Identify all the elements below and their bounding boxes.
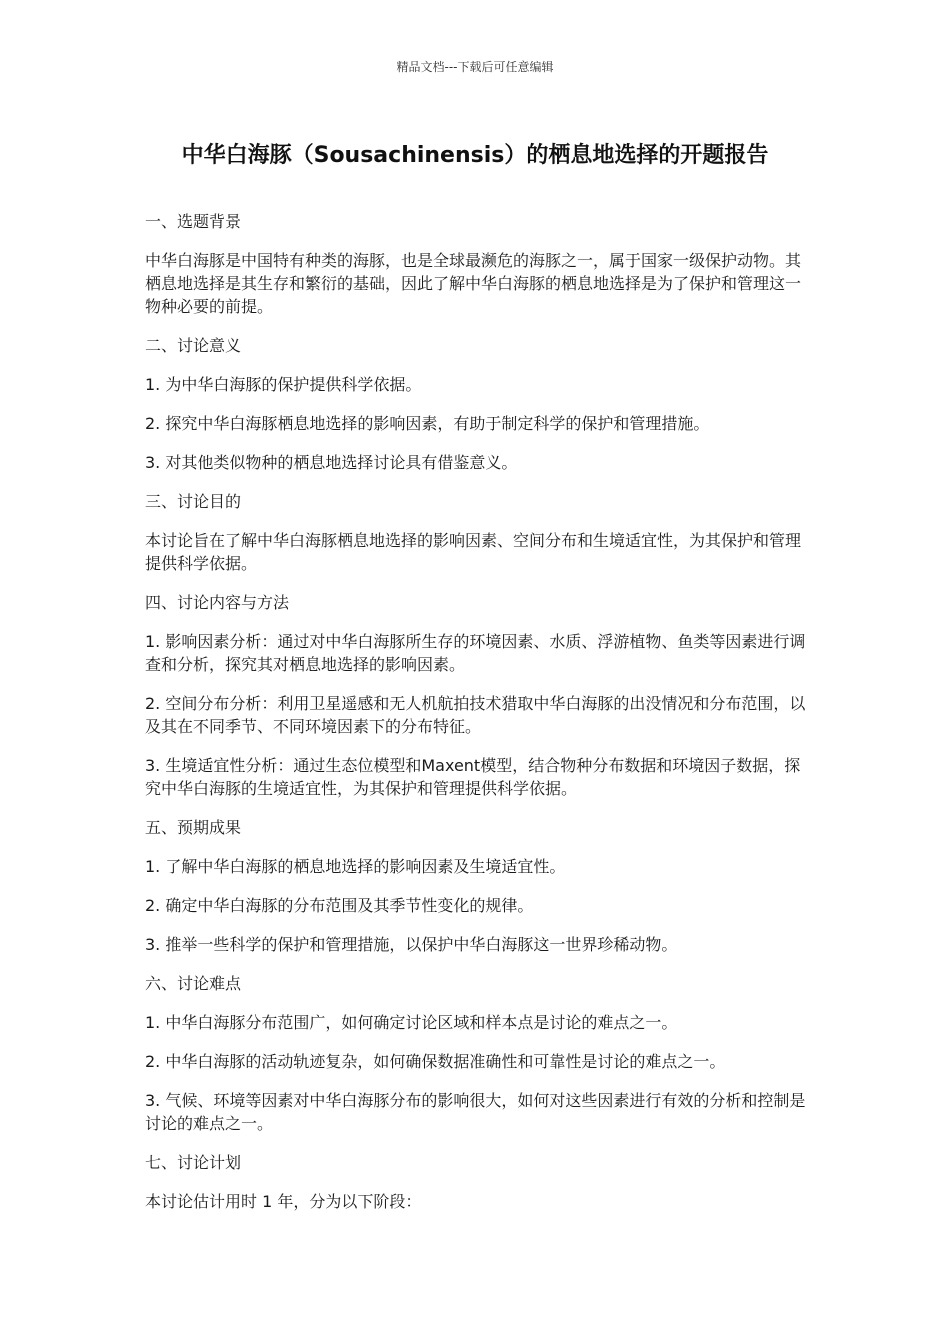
list-item-result-1: 1. 了解中华白海豚的栖息地选择的影响因素及生境适宜性。 [145, 857, 566, 876]
section-heading-content-methods: 四、讨论内容与方法 [145, 593, 290, 612]
section-heading-significance: 二、讨论意义 [145, 336, 242, 355]
section-heading-plan: 七、讨论计划 [145, 1153, 242, 1172]
document-title: 中华白海豚（Sousachinensis）的栖息地选择的开题报告 [181, 143, 769, 168]
list-item-difficulty-1: 1. 中华白海豚分布范围广，如何确定讨论区域和样本点是讨论的难点之一。 [145, 1013, 678, 1032]
list-item-difficulty-3: 3. 气候、环境等因素对中华白海豚分布的影响很大，如何对这些因素进行有效的分析和控制是讨论的难点之一。 [145, 1091, 806, 1133]
paragraph-plan: 本讨论估计用时 1 年，分为以下阶段： [145, 1192, 422, 1211]
list-item-method-2: 2. 空间分布分析：利用卫星遥感和无人机航拍技术猎取中华白海豚的出没情况和分布范围，以及其在不同季节、不同环境因素下的分布特征。 [145, 694, 806, 736]
document-body [145, 210, 810, 1229]
paragraph-background: 中华白海豚是中国特有种类的海豚，也是全球最濒危的海豚之一，属于国家一级保护动物。其栖息地选择是其生存和繁衍的基础，因此了解中华白海豚的栖息地选择是为了保护和管理这一物种必要的前提。 [145, 251, 802, 316]
list-item-significance-2: 2. 探究中华白海豚栖息地选择的影响因素，有助于制定科学的保护和管理措施。 [145, 414, 710, 433]
list-item-method-3: 3. 生境适宜性分析：通过生态位模型和Maxent模型，结合物种分布数据和环境因子数据，探究中华白海豚的生境适宜性，为其保护和管理提供科学依据。 [145, 756, 801, 798]
section-heading-background: 一、选题背景 [145, 212, 242, 231]
section-heading-expected-results: 五、预期成果 [145, 818, 242, 837]
paragraph-purpose: 本讨论旨在了解中华白海豚栖息地选择的影响因素、空间分布和生境适宜性，为其保护和管理提供科学依据。 [145, 531, 802, 573]
list-item-significance-3: 3. 对其他类似物种的栖息地选择讨论具有借鉴意义。 [145, 453, 518, 472]
section-heading-purpose: 三、讨论目的 [145, 492, 242, 511]
list-item-difficulty-2: 2. 中华白海豚的活动轨迹复杂，如何确保数据准确性和可靠性是讨论的难点之一。 [145, 1052, 726, 1071]
list-item-significance-1: 1. 为中华白海豚的保护提供科学依据。 [145, 375, 422, 394]
list-item-result-3: 3. 推举一些科学的保护和管理措施，以保护中华白海豚这一世界珍稀动物。 [145, 935, 678, 954]
page-header: 精品文档---下载后可任意编辑 [396, 60, 554, 74]
list-item-result-2: 2. 确定中华白海豚的分布范围及其季节性变化的规律。 [145, 896, 534, 915]
list-item-method-1: 1. 影响因素分析：通过对中华白海豚所生存的环境因素、水质、浮游植物、鱼类等因素进行调查和分析，探究其对栖息地选择的影响因素。 [145, 632, 806, 674]
section-heading-difficulties: 六、讨论难点 [145, 974, 242, 993]
